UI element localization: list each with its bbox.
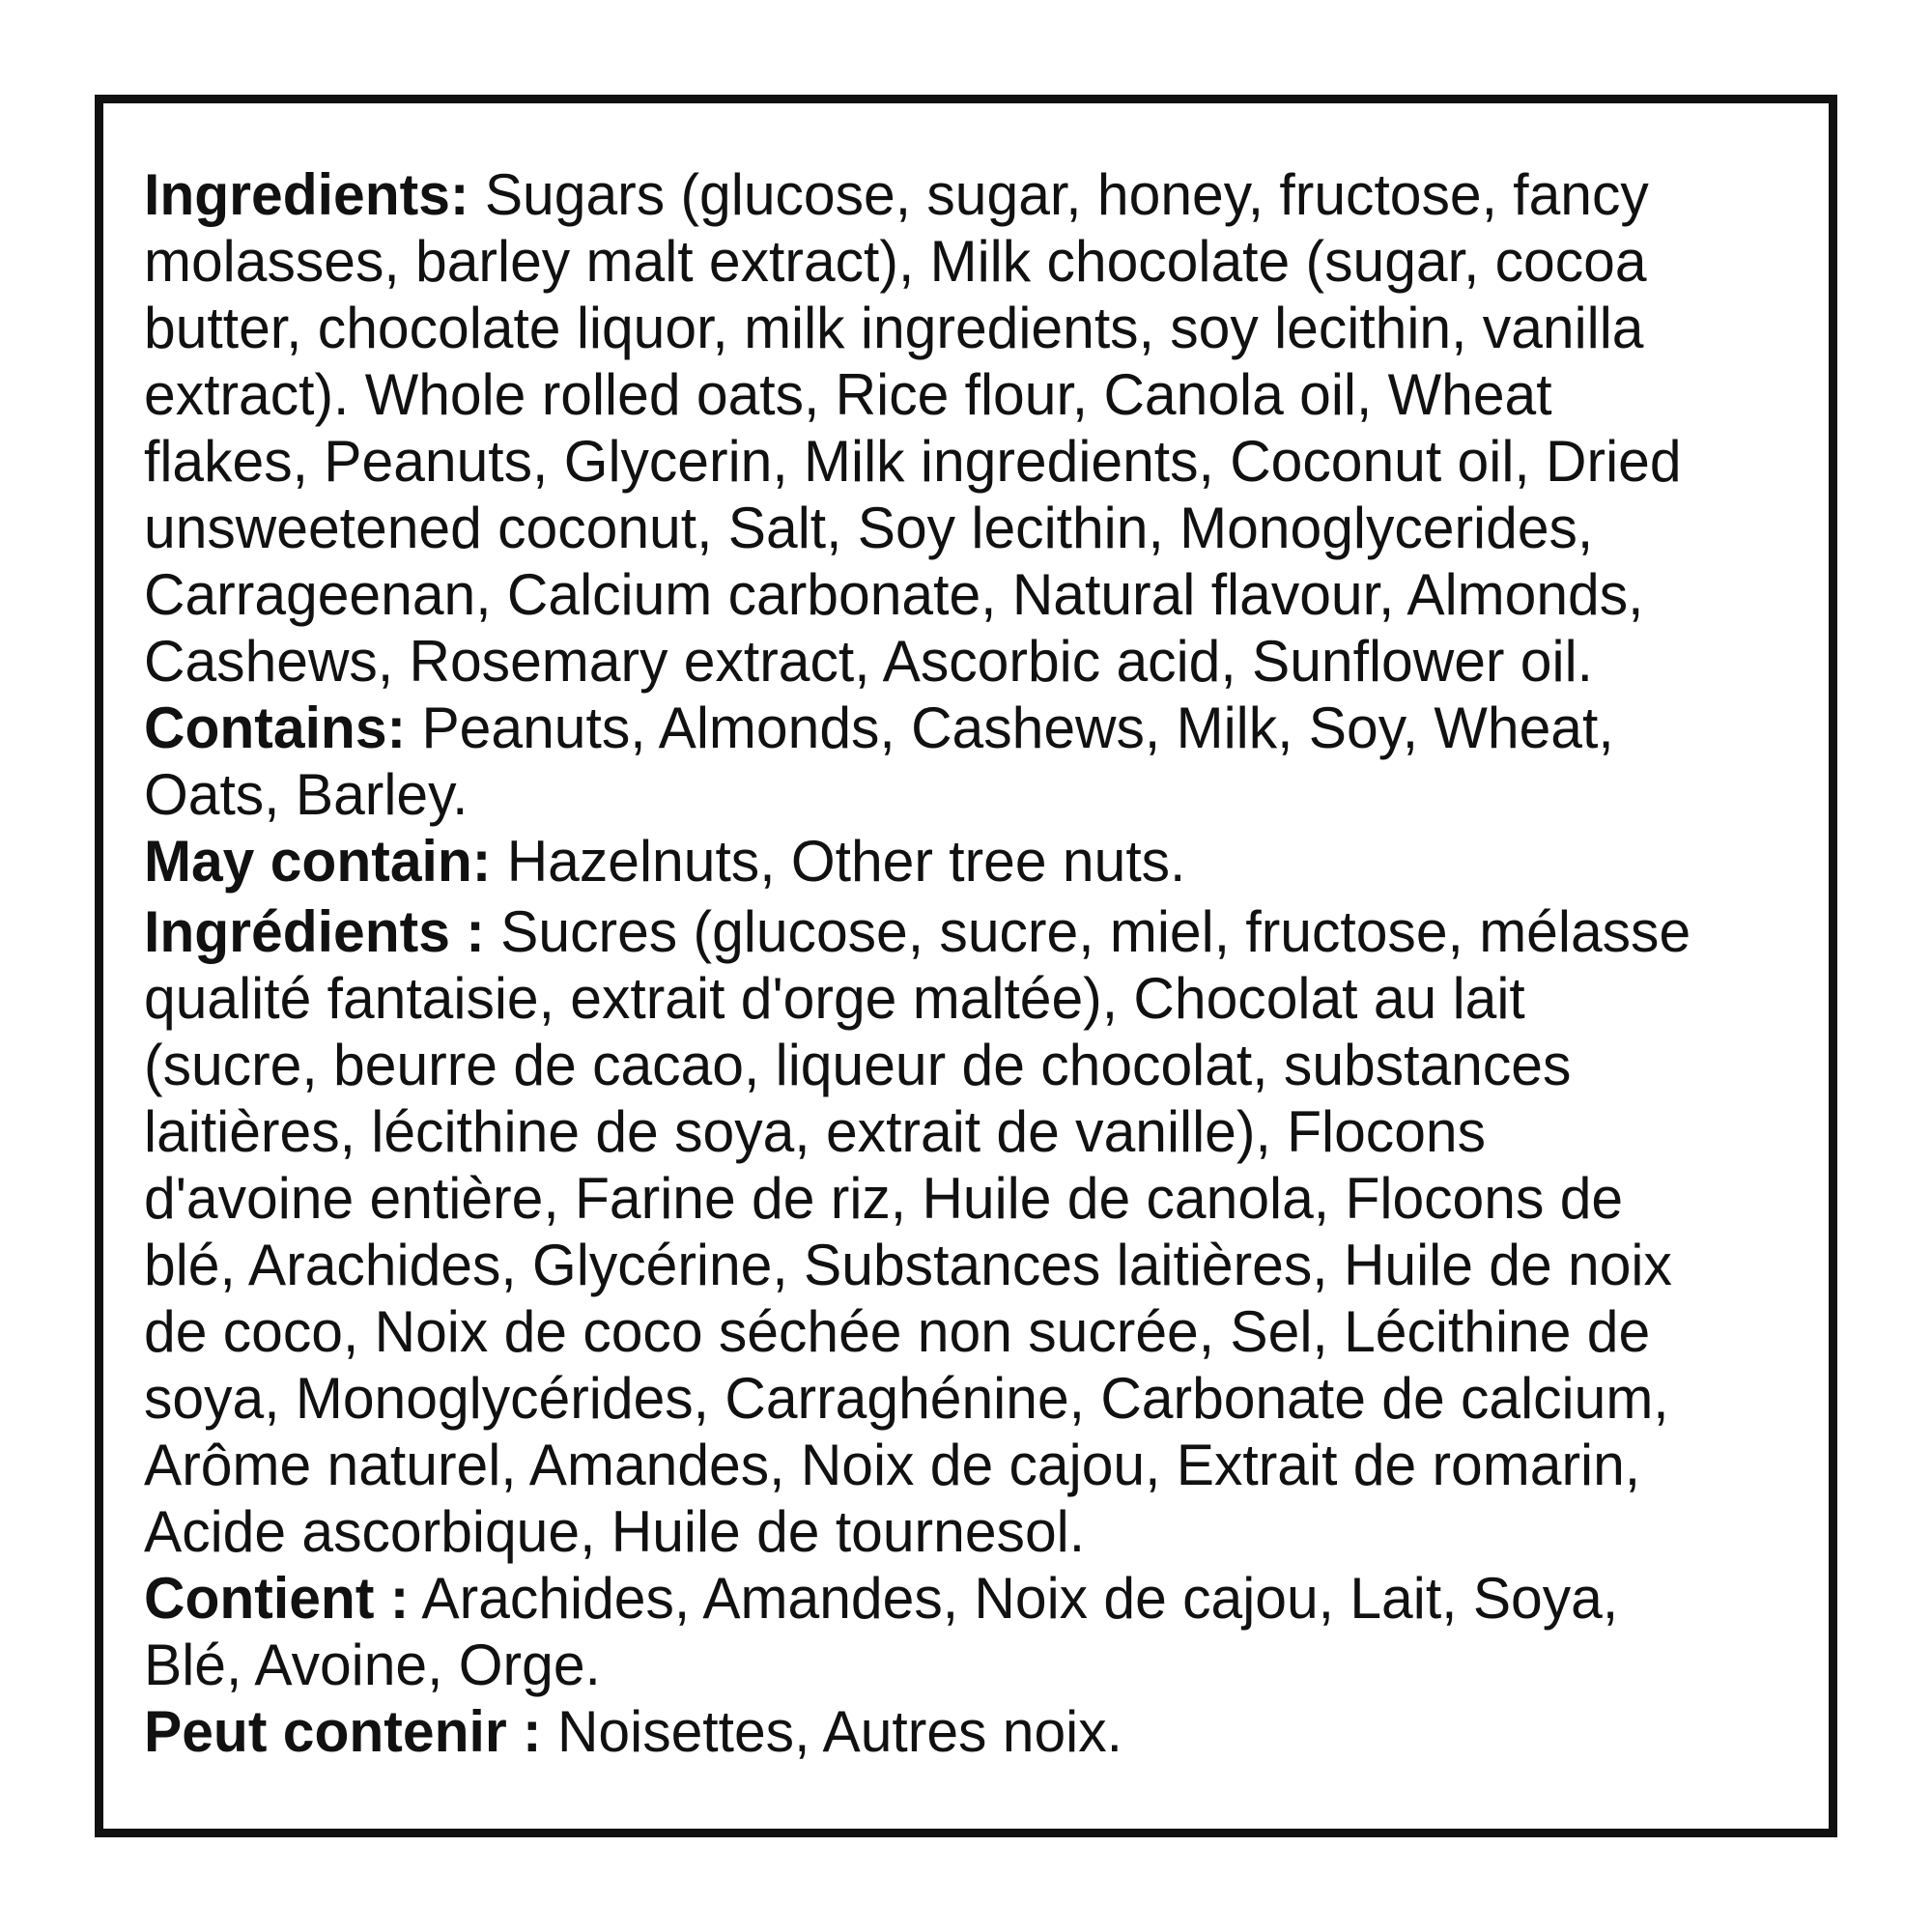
- ingredient-label-text: [144, 161, 1848, 1765]
- contains-fr-heading: Contient :: [144, 1566, 410, 1631]
- ingredients-fr-line: de coco, Noix de coco séchée non sucrée, Sel, Lécithine de: [144, 1299, 1651, 1364]
- contains-en-line: Oats, Barley.: [144, 762, 469, 827]
- ingredients-en-line: molasses, barley malt extract), Milk chocolate (sugar, cocoa: [144, 229, 1647, 294]
- ingredients-en-line: butter, chocolate liquor, milk ingredients, soy lecithin, vanilla: [144, 296, 1644, 360]
- ingredients-en-line: Carrageenan, Calcium carbonate, Natural flavour, Almonds,: [144, 562, 1644, 627]
- contains-fr-line: Contient : Arachides, Amandes, Noix de cajou, Lait, Soya,: [144, 1566, 1619, 1631]
- contains-en-heading: Contains:: [144, 696, 407, 760]
- may-contain-fr-line: Peut contenir : Noisettes, Autres noix.: [144, 1699, 1122, 1764]
- ingredients-en-line: extract). Whole rolled oats, Rice flour, Canola oil, Wheat: [144, 362, 1552, 427]
- ingredients-fr-heading: Ingrédients :: [144, 899, 485, 964]
- ingredients-en-heading: Ingredients:: [144, 162, 469, 227]
- contains-en-line: Contains: Peanuts, Almonds, Cashews, Milk, Soy, Wheat,: [144, 696, 1614, 760]
- ingredients-fr-line: d'avoine entière, Farine de riz, Huile de canola, Flocons de: [144, 1166, 1624, 1231]
- ingredients-en-line: Cashews, Rosemary extract, Ascorbic acid, Sunflower oil.: [144, 629, 1593, 694]
- may-contain-en-line: May contain: Hazelnuts, Other tree nuts.: [144, 829, 1186, 894]
- ingredients-fr-line: Arôme naturel, Amandes, Noix de cajou, Extrait de romarin,: [144, 1433, 1641, 1497]
- contains-fr-line: Blé, Avoine, Orge.: [144, 1633, 601, 1697]
- may-contain-en-heading: May contain:: [144, 829, 492, 894]
- ingredient-label-box: [95, 95, 1837, 1837]
- ingredients-fr-line: (sucre, beurre de cacao, liqueur de chocolat, substances: [144, 1033, 1572, 1097]
- ingredients-en-line: flakes, Peanuts, Glycerin, Milk ingredients, Coconut oil, Dried: [144, 429, 1682, 494]
- ingredients-fr-line: qualité fantaisie, extrait d'orge maltée), Chocolat au lait: [144, 966, 1525, 1031]
- ingredients-fr-line: soya, Monoglycérides, Carraghénine, Carbonate de calcium,: [144, 1366, 1669, 1431]
- ingredients-fr-line: Ingrédients : Sucres (glucose, sucre, miel, fructose, mélasse: [144, 899, 1691, 964]
- ingredients-en-line: unsweetened coconut, Salt, Soy lecithin, Monoglycerides,: [144, 496, 1594, 560]
- ingredients-fr-line: blé, Arachides, Glycérine, Substances laitières, Huile de noix: [144, 1233, 1672, 1297]
- ingredients-en-line: Ingredients: Sugars (glucose, sugar, honey, fructose, fancy: [144, 162, 1649, 227]
- ingredients-fr-line: Acide ascorbique, Huile de tournesol.: [144, 1499, 1086, 1564]
- ingredients-fr-line: laitières, lécithine de soya, extrait de vanille), Flocons: [144, 1099, 1487, 1164]
- may-contain-fr-heading: Peut contenir :: [144, 1699, 542, 1764]
